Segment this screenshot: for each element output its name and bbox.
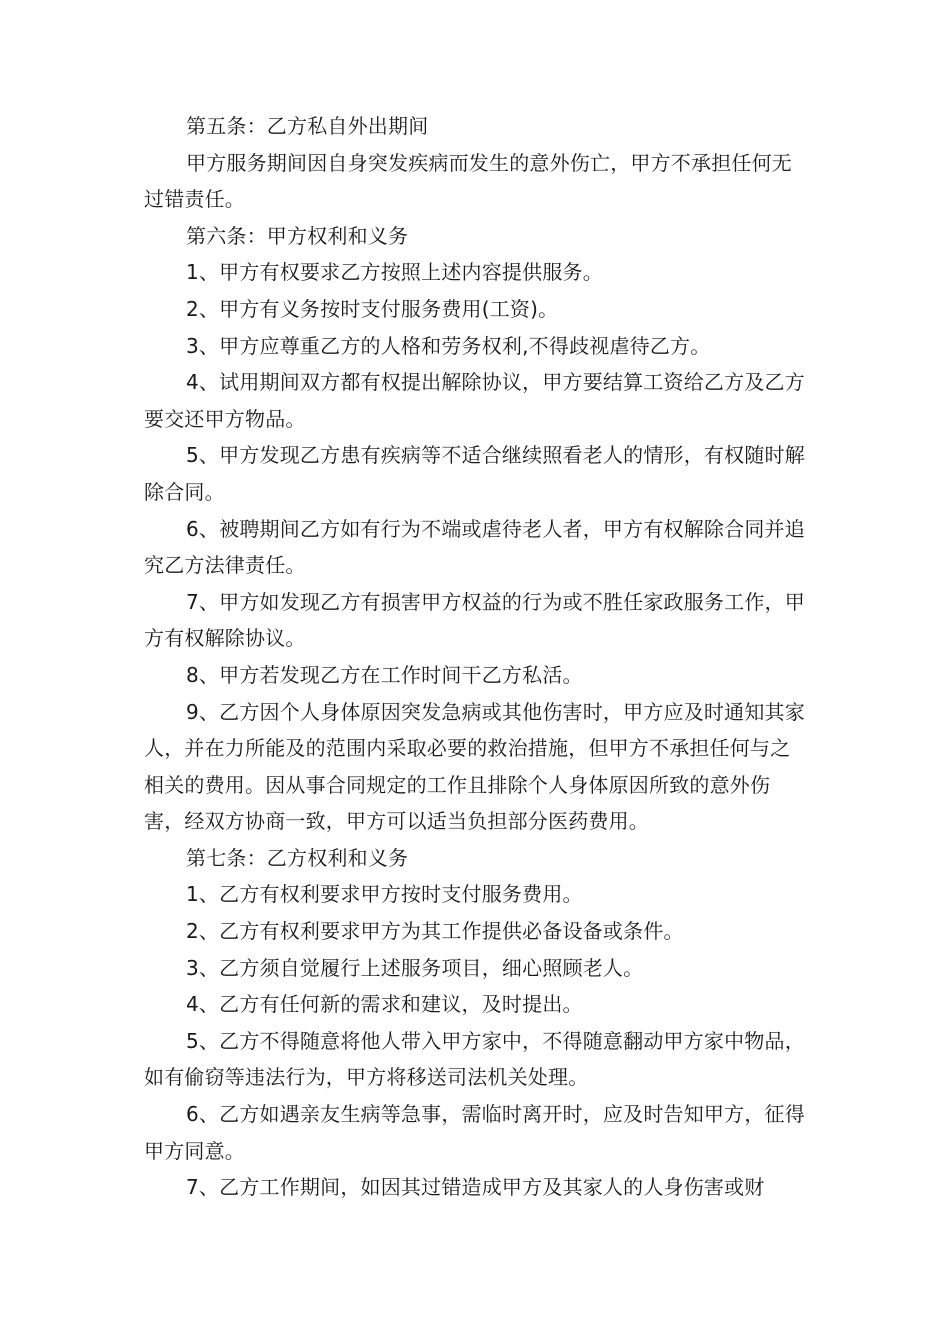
article-6-item-4: 4、试用期间双方都有权提出解除协议，甲方要结算工资给乙方及乙方要交还甲方物品。: [144, 370, 805, 431]
article-6-item-9: 9、乙方因个人身体原因突发急病或其他伤害时，甲方应及时通知其家人，并在力所能及的范围内采取必要的救治措施，但甲方不承担任何与之相关的费用。因从事合同规定的工作且排除个人身体原因所致的意外伤害，经双方协商一致，甲方可以适当负担部分医药费用。: [144, 699, 805, 834]
article-7-item-4: 4、乙方有任何新的需求和建议，及时提出。: [186, 992, 583, 1017]
article-7-item-7: 7、乙方工作期间，如因其过错造成甲方及其家人的人身伤害或财: [186, 1175, 765, 1200]
article-5-heading: 第五条：乙方私自外出期间: [186, 114, 429, 138]
article-6-item-7: 7、甲方如发现乙方有损害甲方权益的行为或不胜任家政服务工作，甲方有权解除协议。: [144, 589, 805, 651]
article-7-heading: 第七条：乙方权利和义务: [186, 845, 409, 870]
article-6-item-6: 6、被聘期间乙方如有行为不端或虐待老人者，甲方有权解除合同并追究乙方法律责任。: [144, 516, 805, 578]
article-7-item-3: 3、乙方须自觉履行上述服务项目，细心照顾老人。: [186, 955, 644, 980]
article-5-paragraph: 甲方服务期间因自身突发疾病而发生的意外伤亡，甲方不承担任何无过错责任。: [144, 150, 792, 212]
article-6-heading: 第六条：甲方权利和义务: [186, 223, 409, 248]
article-7-item-2: 2、乙方有权利要求甲方为其工作提供必备设备或条件。: [186, 919, 684, 944]
article-6-item-3: 3、甲方应尊重乙方的人格和劳务权利,不得歧视虐待乙方。: [186, 333, 711, 358]
article-7-item-6: 6、乙方如遇亲友生病等急事，需临时离开时，应及时告知甲方，征得甲方同意。: [144, 1102, 805, 1163]
article-6-item-5: 5、甲方发现乙方患有疾病等不适合继续照看老人的情形，有权随时解除合同。: [144, 443, 805, 504]
article-6-item-1: 1、甲方有权要求乙方按照上述内容提供服务。: [186, 260, 603, 285]
document-body: [144, 108, 809, 1206]
article-6-item-8: 8、甲方若发现乙方在工作时间干乙方私活。: [186, 662, 583, 687]
article-6-item-2: 2、甲方有义务按时支付服务费用(工资)。: [186, 296, 559, 321]
article-7-item-1: 1、乙方有权利要求甲方按时支付服务费用。: [186, 882, 583, 907]
article-7-item-5: 5、乙方不得随意将他人带入甲方家中，不得随意翻动甲方家中物品，如有偷窃等违法行为，甲方将移送司法机关处理。: [144, 1028, 805, 1090]
